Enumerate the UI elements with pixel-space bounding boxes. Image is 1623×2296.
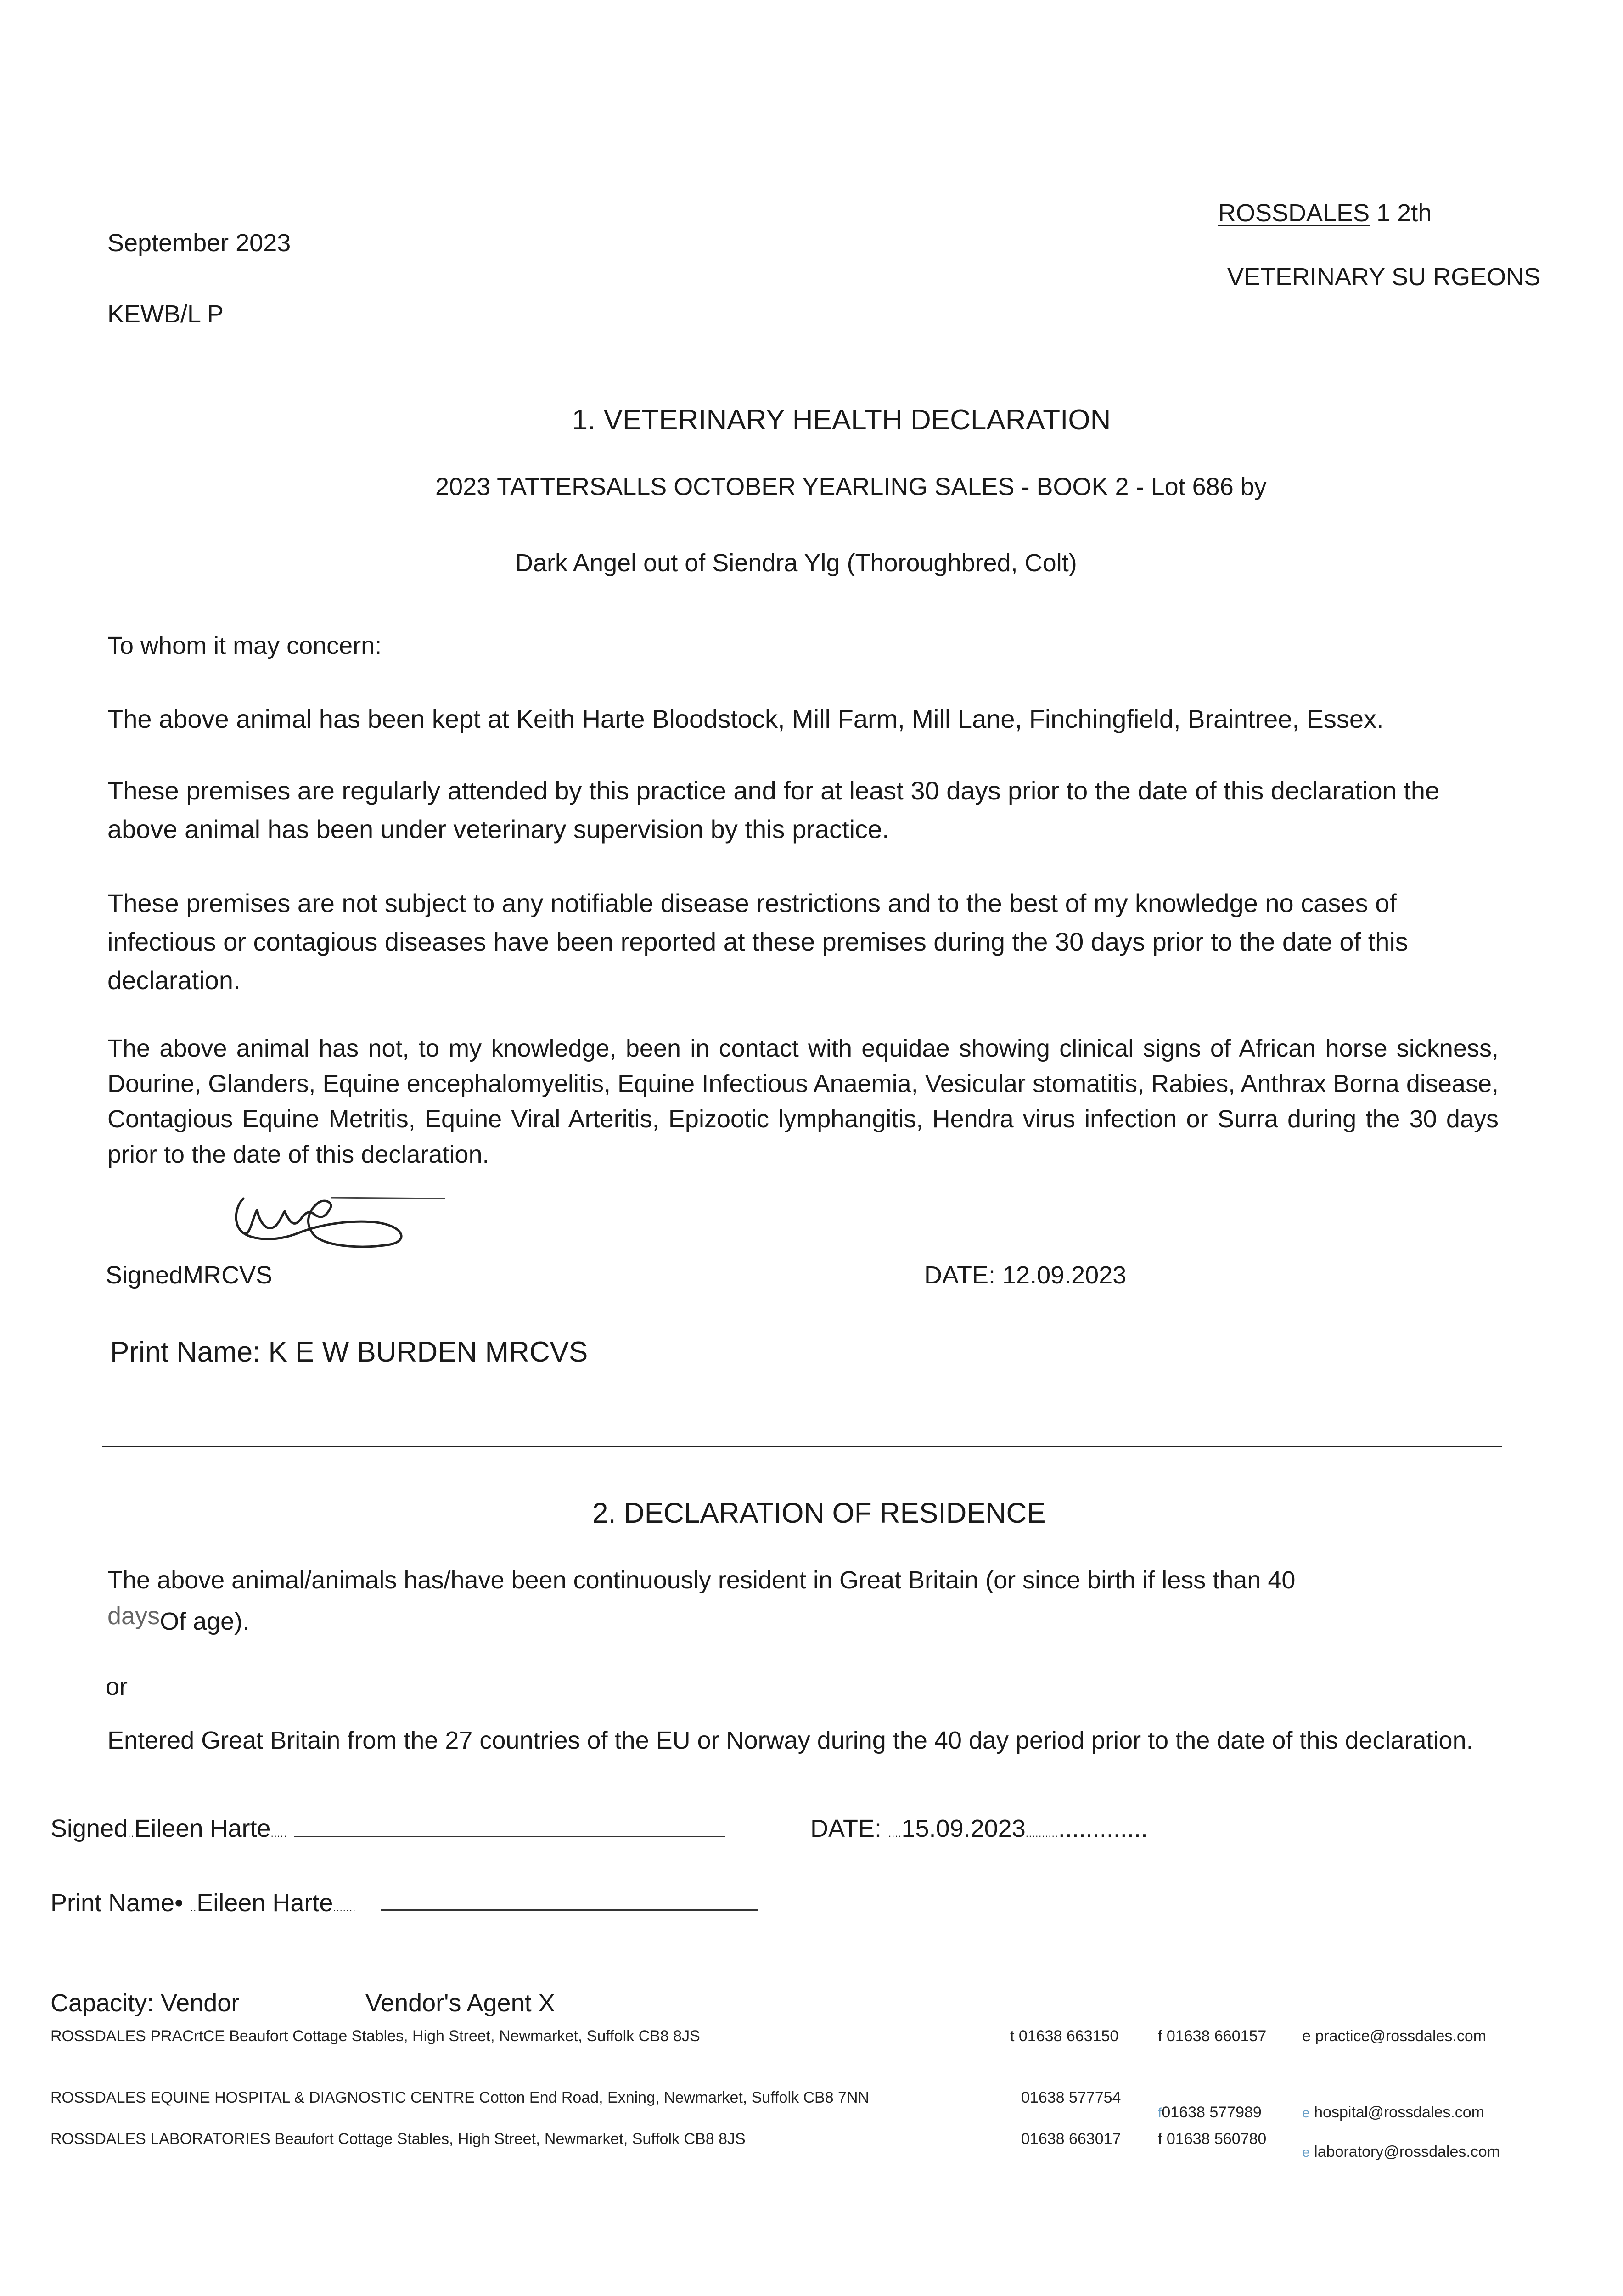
days-word: days	[107, 1602, 160, 1630]
vet-signature	[216, 1189, 455, 1258]
signed-dots: ..	[128, 1828, 135, 1839]
footer-practice-name: ROSSDALES PRACrtCE Beaufort Cottage Stables, High Street, Newmarket, Suffolk CB8 8JS	[51, 2027, 700, 2045]
contact-paragraph: The above animal has not, to my knowledge, been in contact with equidae showing clinical signs of African horse sickness, Dourine, Glanders, Equine encephalomyelitis, Equine Infectious Anaemia, Vesicular stomatitis, Rabies, Anthrax Borna disease, Contagious Equine Metritis, Equine Viral Arteritis, Epizootic lymphangitis, Hendra virus infection or Surra during the 30 days prior to the date of this declaration.	[107, 1035, 1499, 1168]
footer-laboratories-email-row	[1302, 2144, 1500, 2160]
or-separator: or	[106, 1673, 128, 1700]
brand-name: ROSSDALES	[1218, 199, 1370, 227]
footer-hospital-email-row	[1302, 2105, 1484, 2120]
section-divider	[102, 1446, 1502, 1447]
vendor-print-row	[51, 1891, 356, 1915]
premises-paragraph: The above animal has been kept at Keith Harte Bloodstock, Mill Farm, Mill Lane, Finchingfield, Braintree, Essex.	[107, 704, 1384, 733]
vendor-print-line	[381, 1909, 758, 1911]
supervision-paragraph: These premises are regularly attended by this practice and for at least 30 days prior to the date of this declaration the above animal has been under veterinary supervision by this practice.	[107, 776, 1440, 844]
reference-code: KEWB/L P	[107, 300, 224, 328]
vet-declaration-date: DATE: 12.09.2023	[924, 1261, 1127, 1289]
residence-paragraph: The above animal/animals has/have been continuously resident in Great Britain (or since birth if less than 40	[107, 1566, 1296, 1594]
letter-date: September 2023	[107, 229, 291, 257]
residence-paragraph-end	[107, 1602, 250, 1635]
footer-laboratories-tel: 01638 663017	[1021, 2130, 1121, 2148]
email-prefix: e	[1302, 2105, 1310, 2121]
brand-suffix: 1 2th	[1370, 199, 1432, 227]
section2-title: 2. DECLARATION OF RESIDENCE	[592, 1497, 1046, 1529]
vendor-date-row	[810, 1816, 1148, 1841]
footer-hospital-tel: 01638 577754	[1021, 2089, 1121, 2106]
vendor-date-label: DATE:	[810, 1815, 889, 1842]
eu-entry-paragraph: Entered Great Britain from the 27 countries of the EU or Norway during the 40 day period prior to the date of this declaration.	[107, 1727, 1473, 1754]
print-dots-trail: .......	[333, 1902, 356, 1913]
horse-description: Dark Angel out of Siendra Ylg (Thoroughbred, Colt)	[515, 549, 1077, 577]
signed-dots-trail: .....	[270, 1828, 287, 1839]
footer-hospital-fax: 01638 577989	[1162, 2104, 1262, 2121]
vendor-print-label: Print Name•	[51, 1889, 190, 1917]
date-dots: ....	[888, 1828, 902, 1839]
footer-hospital-email[interactable]: hospital@rossdales.com	[1314, 2104, 1485, 2121]
section1-title: 1. VETERINARY HEALTH DECLARATION	[572, 404, 1111, 436]
footer-laboratories-name: ROSSDALES LABORATORIES Beaufort Cottage Stables, High Street, Newmarket, Suffolk CB8 8JS	[51, 2130, 746, 2148]
vet-print-name: Print Name: K E W BURDEN MRCVS	[110, 1336, 588, 1368]
footer-practice-fax: f 01638 660157	[1158, 2027, 1267, 2045]
vendor-signed-name: Eileen Harte	[134, 1815, 271, 1842]
vendor-signed-row	[51, 1816, 287, 1841]
footer-hospital-fax-row	[1158, 2105, 1262, 2120]
disease-restrictions-paragraph: These premises are not subject to any notifiable disease restrictions and to the best of my knowledge no cases of infectious or contagious diseases have been reported at these premises during the 30 days prior to the date of this declaration.	[107, 889, 1408, 995]
fax-prefix: f	[1158, 2105, 1162, 2121]
sale-lot-line: 2023 TATTERSALLS OCTOBER YEARLING SALES - BOOK 2 - Lot 686 by	[435, 473, 1267, 501]
practice-type: VETERINARY SU RGEONS	[1227, 263, 1541, 291]
vet-signed-label: SignedMRCVS	[106, 1261, 273, 1289]
footer-practice-email[interactable]: e practice@rossdales.com	[1302, 2027, 1487, 2045]
footer-practice-tel: t 01638 663150	[1010, 2027, 1119, 2045]
email-prefix: e	[1302, 2145, 1310, 2160]
capacity-label: Capacity: Vendor	[51, 1989, 240, 2017]
vendor-signature-line	[294, 1836, 725, 1837]
salutation: To whom it may concern:	[107, 632, 382, 659]
print-dots: ..	[190, 1902, 197, 1913]
capacity-agent: Vendor's Agent X	[365, 1989, 555, 2017]
footer-hospital-name: ROSSDALES EQUINE HOSPITAL & DIAGNOSTIC CENTRE Cotton End Road, Exning, Newmarket, Suffolk CB8 7NN	[51, 2089, 870, 2106]
practice-brand	[1218, 201, 1432, 225]
vendor-print-name: Eileen Harte	[197, 1889, 333, 1917]
footer-laboratories-email[interactable]: laboratory@rossdales.com	[1314, 2143, 1500, 2161]
vendor-signed-label: Signed	[51, 1815, 128, 1842]
footer-laboratories-fax: f 01638 560780	[1158, 2130, 1267, 2148]
age-text: Of age).	[160, 1608, 250, 1635]
date-dots-mid: ..........	[1025, 1828, 1058, 1839]
vendor-date-trail: .............	[1058, 1815, 1148, 1842]
vendor-date-value: 15.09.2023	[901, 1815, 1026, 1842]
